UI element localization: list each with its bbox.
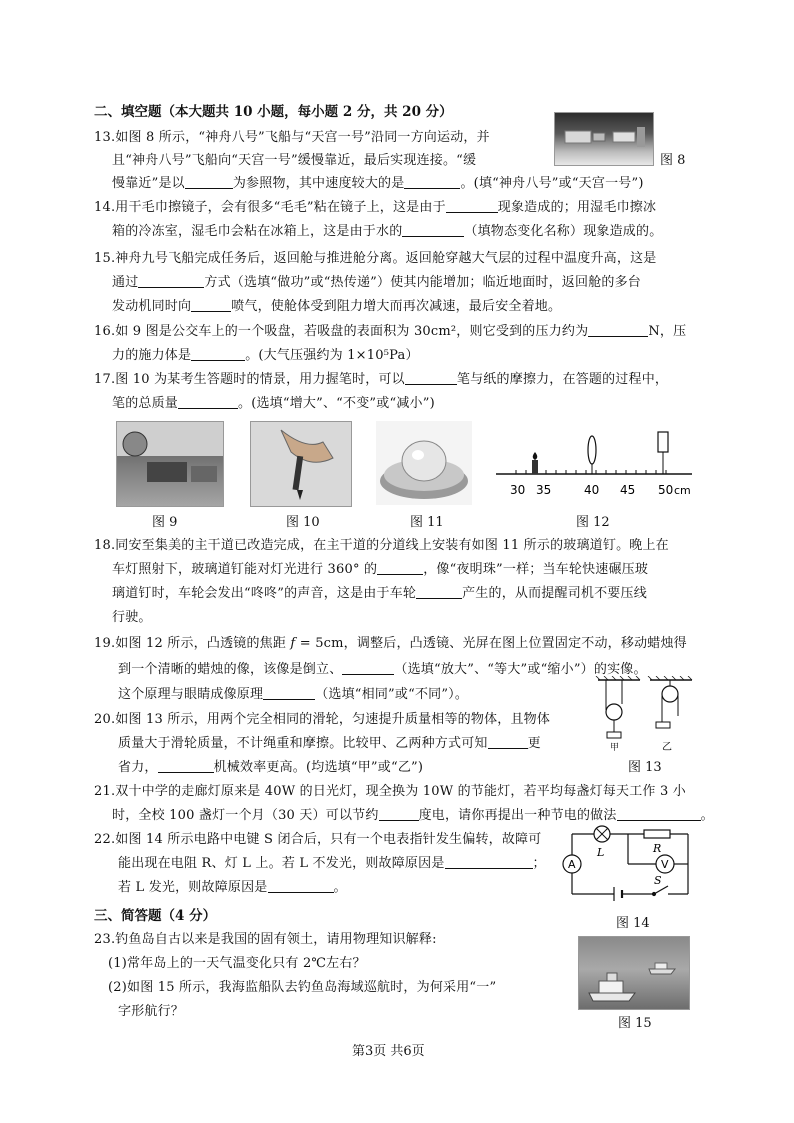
switch-label: S xyxy=(654,874,662,887)
figure-9-caption: 图 9 xyxy=(152,515,178,530)
pulley-yi-icon xyxy=(662,686,678,702)
q13-line-1: 13.如图 8 所示，“神舟八号”飞船与“天宫一号”沿同一方向运动，并 xyxy=(94,130,490,145)
q15-text-a: 通过 xyxy=(112,275,139,290)
road-stud-icon xyxy=(376,421,472,505)
ship-icon xyxy=(579,937,689,1009)
q17-text-b: 笔与纸的摩擦力，在答题的过程中， xyxy=(456,372,669,387)
answer-blank[interactable] xyxy=(416,586,462,599)
focal-length-symbol: f xyxy=(290,636,296,651)
q19-text-e: 这个原理与眼睛成像原理 xyxy=(118,687,264,702)
pen-grip-photo xyxy=(250,421,352,507)
q17-text-a: 17.图 10 为某考生答题时的情景，用力握笔时，可以 xyxy=(94,372,405,387)
q15-line-3 xyxy=(112,295,561,314)
answer-blank[interactable] xyxy=(404,176,460,189)
q16-text-c: 力的施力体是 xyxy=(112,348,192,363)
q17-line-1 xyxy=(94,368,668,387)
q14-text-d: （填物态变化名称）现象造成的。 xyxy=(464,224,663,239)
q20-line-2 xyxy=(118,732,541,751)
q21-text-c: 。 xyxy=(700,808,714,823)
ruler-label: 40 xyxy=(584,483,600,497)
q22-text-d: 。 xyxy=(333,880,347,895)
q17-line-2 xyxy=(112,392,435,411)
answer-blank[interactable] xyxy=(138,275,204,288)
q18-line-1: 18.同安至集美的主干道已改造完成，在主干道的分道线上安装有如图 11 所示的玻璃道钉。晚上在 xyxy=(94,538,669,553)
pen-icon xyxy=(251,422,351,506)
q19-text-f: （选填“相同”或“不同”）。 xyxy=(315,687,469,702)
resistor-label: R xyxy=(653,842,662,855)
q20-text-d: 机械效率更高。(均选填“甲”或“乙”) xyxy=(213,760,424,775)
q22-line-3 xyxy=(118,876,347,895)
answer-blank[interactable] xyxy=(405,372,457,385)
answer-blank[interactable] xyxy=(191,299,231,312)
switch-icon xyxy=(653,886,669,896)
section-3-title: 三、简答题（4 分） xyxy=(94,908,217,924)
section-2-title: 二、填空题（本大题共 10 小题，每小题 2 分，共 20 分） xyxy=(94,104,453,120)
figure-15-caption: 图 15 xyxy=(618,1016,652,1031)
q19-text-d: （选填“放大”、“等大”或“缩小”）的实像。 xyxy=(394,662,647,677)
q18-text-b: ，像“夜明珠”一样；当车轮快速碾压玻 xyxy=(423,562,649,577)
ruler-label: 30 xyxy=(510,483,526,497)
ruler-unit: cm xyxy=(674,484,691,497)
q16-text-b: N，压 xyxy=(648,324,687,339)
lamp-icon xyxy=(594,826,610,842)
spacecraft-icon xyxy=(555,113,653,165)
q19-text-c: 到一个清晰的蜡烛的像，该像是倒立、 xyxy=(118,662,343,677)
q15-line-2 xyxy=(112,271,641,290)
voltmeter-label: V xyxy=(661,858,669,871)
q21-line-2 xyxy=(112,804,714,823)
ruler-label: 45 xyxy=(620,483,636,497)
q15-text-d: 喷气，使舱体受到阻力增大而再次减速，最后安全着地。 xyxy=(231,299,562,314)
q18-text-c: 璃道钉时，车轮会发出“咚咚”的声音，这是由于车轮 xyxy=(112,586,417,601)
spacecraft-docking-photo xyxy=(554,112,654,166)
q15-text-c: 发动机同时向 xyxy=(112,299,192,314)
q20-line-3 xyxy=(118,756,423,775)
q21-line-1: 21.双十中学的走廊灯原来是 40W 的日光灯，现全换为 10W 的节能灯，若平均每盏灯每天工作 3 小 xyxy=(94,784,686,799)
q19-line-2 xyxy=(118,658,647,677)
answer-blank[interactable] xyxy=(445,856,533,869)
resistor-icon xyxy=(644,830,670,838)
q14-line-1 xyxy=(94,196,656,215)
q19-text-b: = 5cm，调整后，凸透镜、光屏在图上位置固定不动，移动蜡烛得 xyxy=(295,636,687,651)
answer-blank[interactable] xyxy=(617,808,701,821)
q16-text-a: 16.如 9 图是公交车上的一个吸盘，若吸盘的表面积为 30cm²，则它受到的压力约为 xyxy=(94,324,589,339)
q18-line-3 xyxy=(112,582,647,601)
q17-text-c: 笔的总质量 xyxy=(112,396,179,411)
q13-line-2: 且“神舟八号”飞船向“天宫一号”缓慢靠近，最后实现连接。“缓 xyxy=(112,153,477,168)
q17-text-d: 。(选填“增大”、“不变”或“减小”) xyxy=(238,396,435,411)
figure-10-caption: 图 10 xyxy=(286,515,320,530)
ruler-label: 50 xyxy=(658,483,674,497)
q15-text-b: 方式（选填“做功”或“热传递”）使其内能增加；临近地面时，返回舱的多台 xyxy=(204,275,641,290)
q18-line-2 xyxy=(112,558,648,577)
q22-text-c: 若 L 发光，则故障原因是 xyxy=(118,880,268,895)
bus-window-icon xyxy=(117,422,223,506)
optical-bench-diagram xyxy=(492,424,702,502)
pulley-diagram xyxy=(592,676,702,754)
figure-11-caption: 图 11 xyxy=(410,515,444,530)
q23-line-3: (2)如图 15 所示，我海监船队去钓鱼岛海域巡航时，为何采用“一” xyxy=(108,980,497,995)
q19-line-1 xyxy=(94,632,687,651)
answer-blank[interactable] xyxy=(377,562,423,575)
circuit-diagram xyxy=(558,824,708,906)
page-footer: 第3页 共6页 xyxy=(352,1044,425,1059)
label-jia: 甲 xyxy=(610,743,620,753)
q16-line-1 xyxy=(94,320,686,339)
glass-road-stud-photo xyxy=(376,421,472,505)
answer-blank[interactable] xyxy=(185,176,233,189)
q13-line-3 xyxy=(112,172,644,191)
answer-blank[interactable] xyxy=(446,200,498,213)
q20-text-c: 省力， xyxy=(118,760,158,775)
q13-text-c: 。(填“神舟八号”或“天宫一号”) xyxy=(460,176,644,191)
q21-text-b: 度电，请你再提出一种节电的做法 xyxy=(418,808,617,823)
q20-text-b: 更 xyxy=(527,736,541,751)
candle-icon xyxy=(532,452,538,474)
answer-blank[interactable] xyxy=(158,760,214,773)
q20-text-a: 质量大于滑轮质量，不计绳重和摩擦。比较甲、乙两种方式可知 xyxy=(118,736,488,751)
answer-blank[interactable] xyxy=(268,880,334,893)
lens-icon xyxy=(588,436,596,474)
q16-text-d: 。(大气压强约为 1×10⁵Pa） xyxy=(245,348,419,363)
answer-blank[interactable] xyxy=(191,348,245,361)
q23-line-4: 字形航行？ xyxy=(118,1004,185,1019)
q22-line-2 xyxy=(118,852,546,871)
q20-line-1: 20.如图 13 所示，用两个完全相同的滑轮，匀速提升质量相等的物体，且物体 xyxy=(94,712,551,727)
q23-line-1: 23.钓鱼岛自古以来是我国的固有领土，请用物理知识解释: xyxy=(94,932,437,947)
q14-text-a: 14.用干毛巾擦镜子，会有很多“毛毛”粘在镜子上，这是由于 xyxy=(94,200,446,215)
q14-text-c: 箱的冷冻室，湿毛巾会粘在冰箱上，这是由于水的 xyxy=(112,224,403,239)
q22-text-b: ； xyxy=(532,856,546,871)
answer-blank[interactable] xyxy=(402,224,464,237)
answer-blank[interactable] xyxy=(263,687,315,700)
q14-line-2 xyxy=(112,220,662,239)
answer-blank[interactable] xyxy=(342,662,394,675)
figure-8-caption: 图 8 xyxy=(660,153,686,168)
q22-text-a: 能出现在电阻 R、灯 L 上。若 L 不发光，则故障原因是 xyxy=(118,856,445,871)
q15-line-1: 15.神舟九号飞船完成任务后，返回舱与推进舱分离。返回舱穿越大气层的过程中温度升高，这是 xyxy=(94,251,657,266)
answer-blank[interactable] xyxy=(488,736,528,749)
q18-line-4: 行驶。 xyxy=(112,610,152,625)
q13-text-a: 慢靠近”是以 xyxy=(112,176,185,191)
pulley-jia-icon xyxy=(606,704,622,720)
answer-blank[interactable] xyxy=(178,396,238,409)
figure-14-caption: 图 14 xyxy=(616,916,650,931)
q22-line-1: 22.如图 14 所示电路中电键 S 闭合后，只有一个电表指针发生偏转，故障可 xyxy=(94,832,542,847)
suction-cup-bus-photo xyxy=(116,421,224,507)
answer-blank[interactable] xyxy=(379,808,419,821)
patrol-ships-photo xyxy=(578,936,690,1010)
q21-text-a: 时，全校 100 盏灯一个月（30 天）可以节约 xyxy=(112,808,379,823)
screen-icon xyxy=(658,432,668,474)
ruler-label: 35 xyxy=(536,483,552,497)
q14-text-b: 现象造成的；用湿毛巾擦冰 xyxy=(497,200,657,215)
battery-icon xyxy=(614,887,622,901)
q18-text-d: 产生的，从而提醒司机不要压线 xyxy=(462,586,647,601)
q19-line-3 xyxy=(118,683,468,702)
label-yi: 乙 xyxy=(662,742,672,753)
lamp-label: L xyxy=(597,846,605,859)
ammeter-label: A xyxy=(568,858,576,871)
q19-text-a: 19.如图 12 所示，凸透镜的焦距 xyxy=(94,636,291,651)
q16-line-2 xyxy=(112,344,419,363)
figure-12-caption: 图 12 xyxy=(576,515,610,530)
q13-text-b: 为参照物，其中速度较大的是 xyxy=(232,176,405,191)
answer-blank[interactable] xyxy=(588,324,648,337)
figure-13-caption: 图 13 xyxy=(628,760,662,775)
q18-text-a: 车灯照射下，玻璃道钉能对灯光进行 360° 的 xyxy=(112,562,378,577)
q23-line-2: (1)常年岛上的一天气温变化只有 2℃左右？ xyxy=(108,956,366,971)
